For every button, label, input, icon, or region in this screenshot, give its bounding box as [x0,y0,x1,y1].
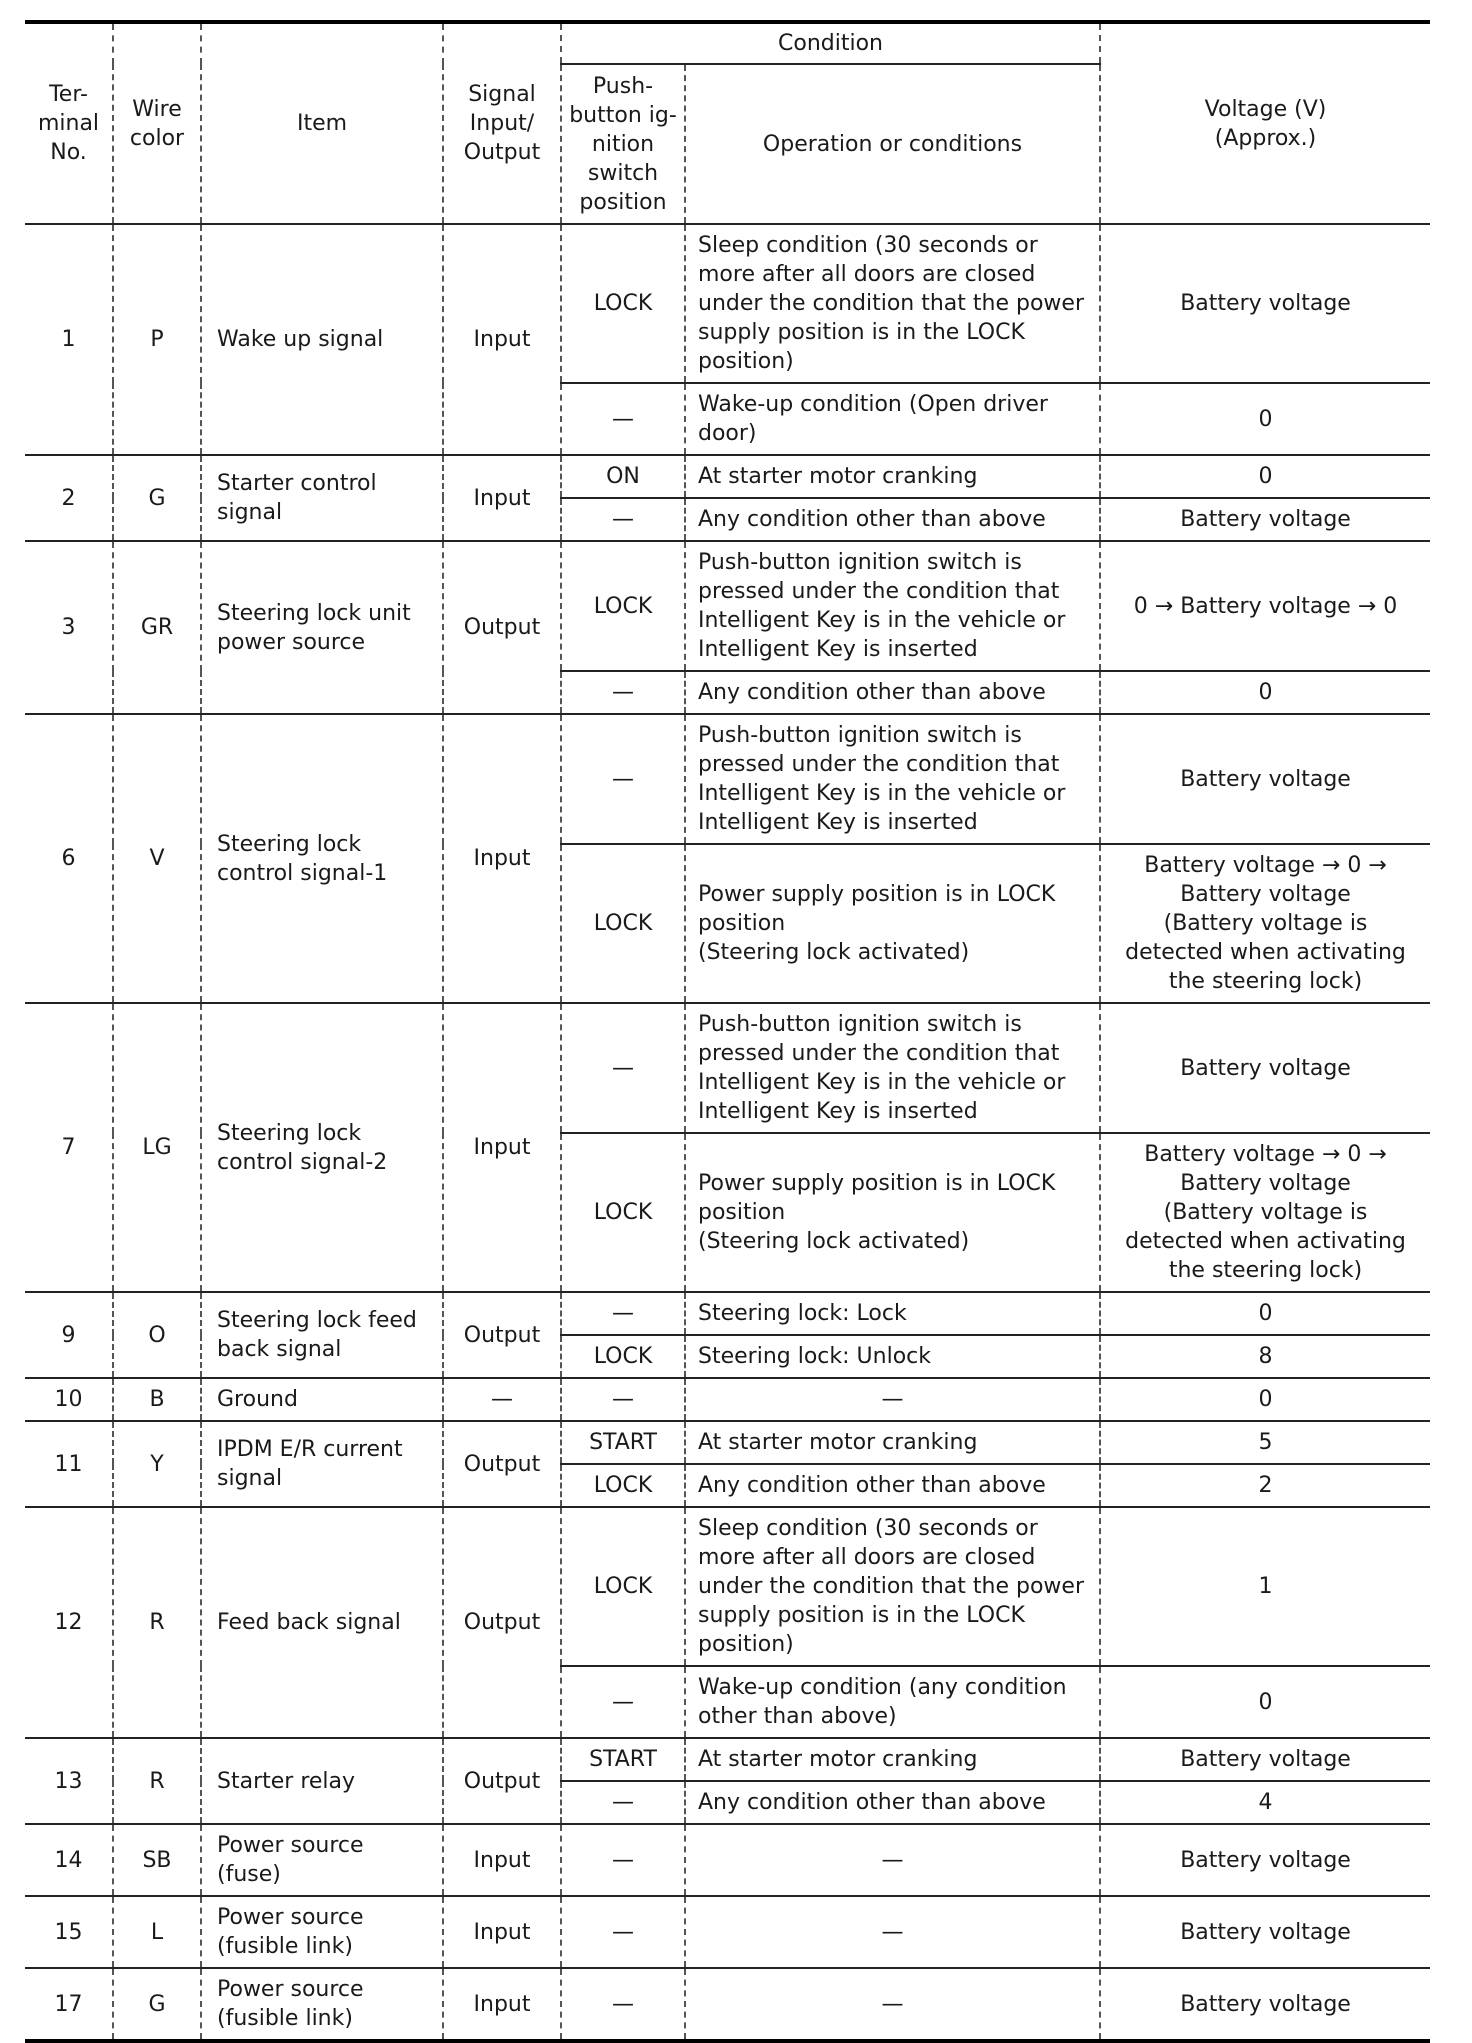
terminal-no-cell: 9 [25,1292,113,1378]
switch-position-cell: — [561,671,685,714]
switch-position-cell: — [561,1896,685,1968]
table-row [25,1421,1430,1464]
operation-cell: Push-button ignition switch is pressed under the condition that Intelligent Key is in the vehicle or Intelligent Key is inserted [685,714,1100,844]
voltage-cell: Battery voltage [1100,714,1430,844]
table-row [25,224,1430,383]
voltage-cell: 0 [1100,1378,1430,1421]
terminal-no-cell: 2 [25,455,113,541]
wire-color-cell: G [113,1968,201,2041]
item-cell: Starter control signal [201,455,443,541]
switch-position-cell: — [561,1666,685,1738]
table-row [25,1738,1430,1781]
terminal-no-cell: 10 [25,1378,113,1421]
switch-position-cell: LOCK [561,1133,685,1292]
voltage-cell: 2 [1100,1464,1430,1507]
voltage-cell: Battery voltage [1100,1896,1430,1968]
wire-color-cell: GR [113,541,201,714]
table-row [25,714,1430,844]
voltage-cell: 0 → Battery voltage → 0 [1100,541,1430,671]
table-row [25,1292,1430,1335]
switch-position-cell: LOCK [561,844,685,1003]
signal-cell: Output [443,1421,561,1507]
signal-cell: Output [443,1738,561,1824]
voltage-cell: 4 [1100,1781,1430,1824]
header-switch-position: Push- button ig- nition switch position [561,64,685,224]
voltage-cell: Battery voltage [1100,498,1430,541]
voltage-cell: 1 [1100,1507,1430,1666]
table-row [25,455,1430,498]
header-wire-color: Wire color [113,22,201,224]
signal-cell: Input [443,224,561,455]
table-row [25,1824,1430,1896]
item-cell: Ground [201,1378,443,1421]
header-terminal-no: Ter- minal No. [25,22,113,224]
voltage-cell: Battery voltage [1100,1968,1430,2041]
switch-position-cell: — [561,383,685,455]
switch-position-cell: — [561,1824,685,1896]
terminal-no-cell: 3 [25,541,113,714]
terminal-table-container [25,20,1430,2043]
item-cell: Steering lock feed back signal [201,1292,443,1378]
voltage-cell: Battery voltage [1100,1738,1430,1781]
wire-color-cell: O [113,1292,201,1378]
table-row [25,1896,1430,1968]
operation-cell: Steering lock: Unlock [685,1335,1100,1378]
wire-color-cell: Y [113,1421,201,1507]
wire-color-cell: P [113,224,201,455]
switch-position-cell: — [561,1003,685,1133]
switch-position-cell: START [561,1738,685,1781]
terminal-no-cell: 11 [25,1421,113,1507]
wire-color-cell: SB [113,1824,201,1896]
item-cell: IPDM E/R current signal [201,1421,443,1507]
operation-cell: Steering lock: Lock [685,1292,1100,1335]
signal-cell: Input [443,1968,561,2041]
operation-cell: Any condition other than above [685,1781,1100,1824]
voltage-cell: 0 [1100,455,1430,498]
switch-position-cell: LOCK [561,1335,685,1378]
operation-cell: Any condition other than above [685,671,1100,714]
voltage-cell: 0 [1100,671,1430,714]
switch-position-cell: START [561,1421,685,1464]
signal-cell: Output [443,541,561,714]
operation-cell: Sleep condition (30 seconds or more after all doors are closed under the condition that the power supply position is in the LOCK position) [685,1507,1100,1666]
item-cell: Power source (fusible link) [201,1968,443,2041]
voltage-cell: 0 [1100,1292,1430,1335]
voltage-cell: Battery voltage → 0 → Battery voltage (Battery voltage is detected when activating the steering lock) [1100,844,1430,1003]
voltage-cell: Battery voltage → 0 → Battery voltage (Battery voltage is detected when activating the steering lock) [1100,1133,1430,1292]
terminal-no-cell: 15 [25,1896,113,1968]
operation-cell: — [685,1378,1100,1421]
terminal-no-cell: 12 [25,1507,113,1738]
table-row [25,1507,1430,1666]
operation-cell: Push-button ignition switch is pressed under the condition that Intelligent Key is in the vehicle or Intelligent Key is inserted [685,1003,1100,1133]
operation-cell: At starter motor cranking [685,1738,1100,1781]
operation-cell: Push-button ignition switch is pressed under the condition that Intelligent Key is in the vehicle or Intelligent Key is inserted [685,541,1100,671]
signal-cell: Input [443,1824,561,1896]
item-cell: Feed back signal [201,1507,443,1738]
switch-position-cell: — [561,1968,685,2041]
voltage-cell: 0 [1100,383,1430,455]
switch-position-cell: LOCK [561,1464,685,1507]
table-row [25,1968,1430,2041]
wire-color-cell: LG [113,1003,201,1292]
operation-cell: — [685,1896,1100,1968]
signal-cell: Output [443,1292,561,1378]
operation-cell: Any condition other than above [685,1464,1100,1507]
item-cell: Starter relay [201,1738,443,1824]
switch-position-cell: ON [561,455,685,498]
operation-cell: Sleep condition (30 seconds or more after all doors are closed under the condition that the power supply position is in the LOCK position) [685,224,1100,383]
item-cell: Power source (fuse) [201,1824,443,1896]
signal-cell: Input [443,455,561,541]
voltage-cell: Battery voltage [1100,224,1430,383]
terminal-table [25,20,1430,2043]
voltage-cell: Battery voltage [1100,1003,1430,1133]
wire-color-cell: L [113,1896,201,1968]
operation-cell: Any condition other than above [685,498,1100,541]
item-cell: Steering lock control signal-1 [201,714,443,1003]
table-body [25,224,1430,2041]
wire-color-cell: B [113,1378,201,1421]
switch-position-cell: — [561,498,685,541]
signal-cell: Input [443,1896,561,1968]
switch-position-cell: — [561,1781,685,1824]
switch-position-cell: LOCK [561,1507,685,1666]
signal-cell: Input [443,714,561,1003]
terminal-no-cell: 14 [25,1824,113,1896]
operation-cell: Power supply position is in LOCK position (Steering lock activated) [685,844,1100,1003]
header-operation: Operation or conditions [685,64,1100,224]
wire-color-cell: V [113,714,201,1003]
switch-position-cell: — [561,1292,685,1335]
wire-color-cell: G [113,455,201,541]
voltage-cell: 5 [1100,1421,1430,1464]
switch-position-cell: — [561,1378,685,1421]
item-cell: Wake up signal [201,224,443,455]
switch-position-cell: LOCK [561,224,685,383]
table-row [25,1378,1430,1421]
operation-cell: Power supply position is in LOCK position (Steering lock activated) [685,1133,1100,1292]
header-condition: Condition [561,22,1100,64]
terminal-no-cell: 7 [25,1003,113,1292]
terminal-no-cell: 17 [25,1968,113,2041]
voltage-cell: 8 [1100,1335,1430,1378]
table-header [25,22,1430,224]
table-row [25,541,1430,671]
terminal-no-cell: 13 [25,1738,113,1824]
operation-cell: Wake-up condition (any condition other than above) [685,1666,1100,1738]
operation-cell: — [685,1968,1100,2041]
header-signal: Signal Input/ Output [443,22,561,224]
operation-cell: At starter motor cranking [685,1421,1100,1464]
signal-cell: — [443,1378,561,1421]
operation-cell: — [685,1824,1100,1896]
item-cell: Steering lock control signal-2 [201,1003,443,1292]
signal-cell: Input [443,1003,561,1292]
item-cell: Power source (fusible link) [201,1896,443,1968]
voltage-cell: Battery voltage [1100,1824,1430,1896]
table-row [25,1003,1430,1133]
item-cell: Steering lock unit power source [201,541,443,714]
wire-color-cell: R [113,1738,201,1824]
operation-cell: Wake-up condition (Open driver door) [685,383,1100,455]
terminal-no-cell: 1 [25,224,113,455]
header-voltage: Voltage (V) (Approx.) [1100,22,1430,224]
signal-cell: Output [443,1507,561,1738]
switch-position-cell: — [561,714,685,844]
header-item: Item [201,22,443,224]
voltage-cell: 0 [1100,1666,1430,1738]
operation-cell: At starter motor cranking [685,455,1100,498]
terminal-no-cell: 6 [25,714,113,1003]
wire-color-cell: R [113,1507,201,1738]
switch-position-cell: LOCK [561,541,685,671]
